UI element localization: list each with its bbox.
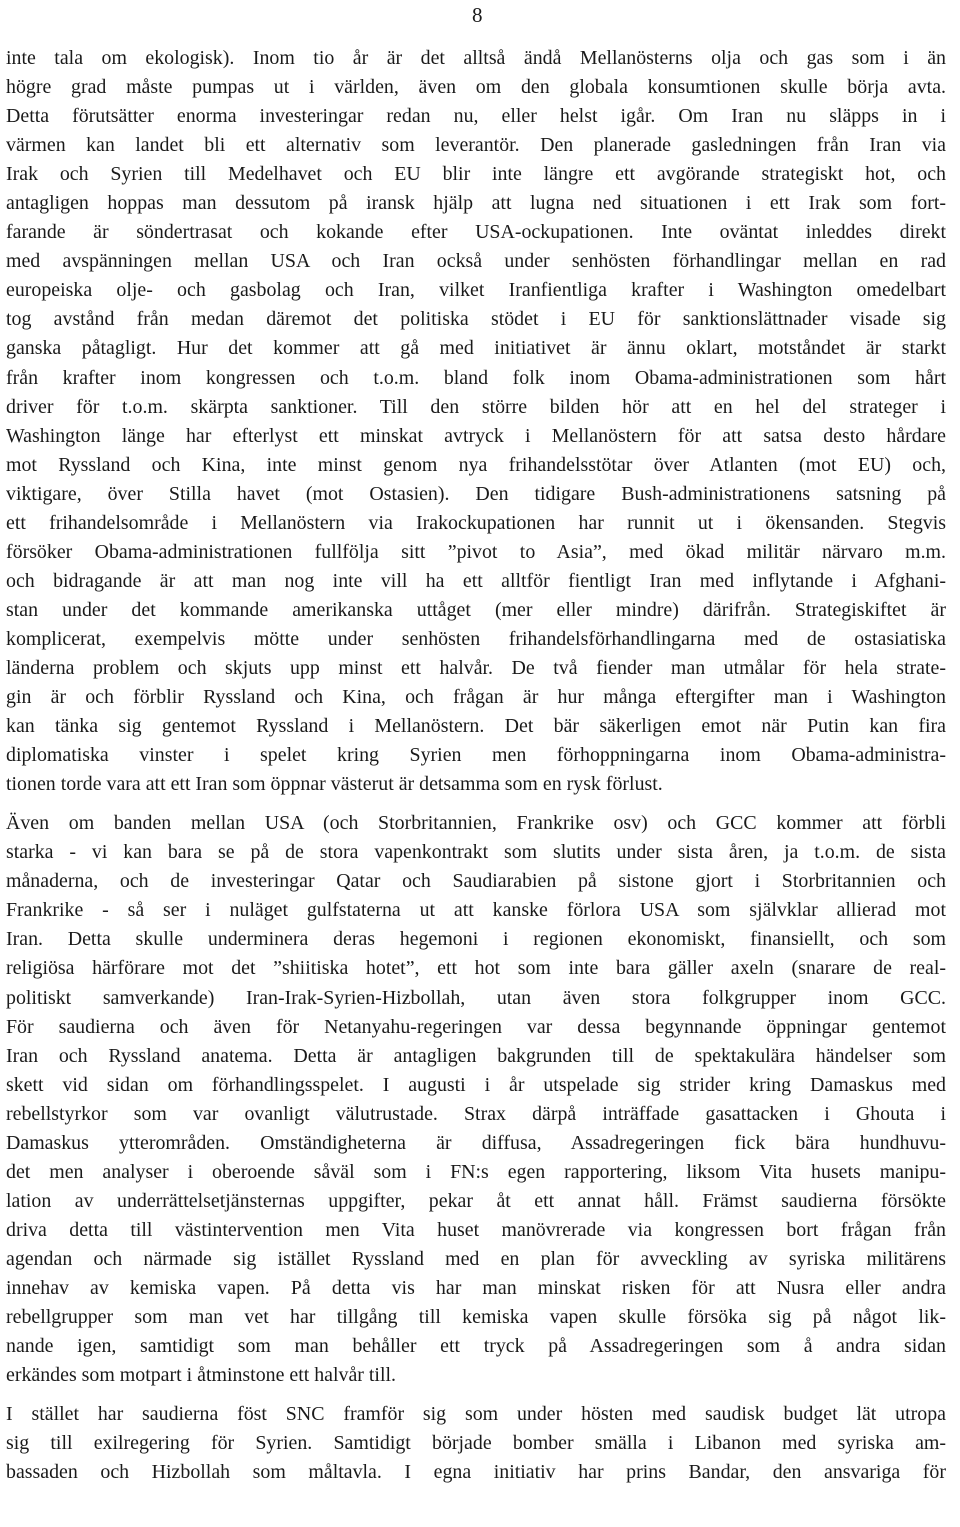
text-line: lation av underrättelsetjänsternas uppgifter, pekar åt ett annat håll. Främst saudierna försökte [6,1189,946,1212]
text-line: Irak och Syrien till Medelhavet och EU blir inte längre ett avgörande strategiskt hot, och [6,163,946,186]
text-line: europeiska olje- och gasbolag och Iran, vilket Iranfientliga krafter i Washington omedelbart [6,279,946,302]
text-line: skett vid sidan om förhandlingsspelet. I augusti i år utspelade sig strider kring Damaskus med [6,1073,946,1096]
text-line: Frankrike - så ser i nuläget gulfstaterna ut att kanske förlora USA som självklar allierad mot [6,899,946,922]
text-line: politiskt samverkande) Iran-Irak-Syrien-Hizbollah, utan även stora folkgrupper inom GCC. [6,986,946,1009]
text-line: högre grad måste pumpas ut i världen, även om den globala konsumtionen skulle börja avta. [6,76,946,99]
text-line: driver för t.o.m. skärpta sanktioner. Till den större bilden hör att en hel del strateger i [6,395,946,418]
text-line: sig till exilregering för Syrien. Samtidigt började bomber smälla i Libanon med syriska am- [6,1432,946,1455]
text-line: Detta förutsätter enorma investeringar redan nu, eller helst igår. Om Iran nu släpps in i [6,105,946,128]
text-line: I stället har saudierna föst SNC framför sig som under hösten med saudisk budget lät utropa [6,1403,946,1426]
text-line: Damaskus ytterområden. Omständigheterna är diffusa, Assadregeringen fick bära hundhuvu- [6,1131,946,1154]
text-line: Iran. Detta skulle underminera deras hegemoni i regionen ekonomiskt, finansiellt, och som [6,928,946,951]
text-line: nande igen, samtidigt som man behåller ett tryck på Assadregeringen som å andra sidan [6,1335,946,1358]
text-line: För saudierna och även för Netanyahu-regeringen var dessa begynnande öppningar gentemot [6,1015,946,1038]
text-line: agendan och närmade sig istället Ryssland med en plan för avveckling av syriska militärens [6,1247,946,1270]
text-line: mot Ryssland och Kina, inte minst genom nya frihandelsstötar över Atlanten (mot EU) och, [6,453,946,476]
text-line: erkändes som motpart i åtminstone ett halvår till. [6,1364,396,1387]
paragraph-2 [6,809,946,1390]
text-line: tog avstånd från medan däremot det politiska stödet i EU för sanktionslättnader visade sig [6,308,946,331]
text-line: antagligen hoppas man dessutom på iransk hjälp att lugna ned situationen i ett Irak som fort- [6,192,946,215]
text-line: och bidragande är att man nog inte vill ha ett alltför fientligt Iran med inflytande i Afghani- [6,569,946,592]
text-line: rebellgrupper som man vet har tillgång till kemiska vapen skulle försöka sig på något lik- [6,1306,946,1329]
text-line: gin är och förblir Ryssland och Kina, och frågan är hur många eftergifter man i Washington [6,686,946,709]
text-line: innehav av kemiska vapen. På detta vis har man minskat risken för att Nusra eller andra [6,1276,946,1299]
document-body [6,44,946,1487]
text-line: värmen kan landet bli ett alternativ som leverantör. Den planerade gasledningen från Iran via [6,134,946,157]
text-line: diplomatiska vinster i spelet kring Syrien men förhoppningarna inom Obama-administra- [6,744,946,767]
text-line: länderna problem och skjuts upp minst ett halvår. De två fiender man utmålar för hela strate- [6,656,946,679]
text-line: med avspänningen mellan USA och Iran också under senhösten förhandlingar mellan en rad [6,250,946,273]
text-line: tionen torde vara att ett Iran som öppnar västerut är detsamma som en rysk förlust. [6,773,663,796]
text-line: månaderna, och de investeringar Qatar och Saudiarabien på sistone gjort i Storbritannien och [6,870,946,893]
page-number: 8 [472,3,483,27]
text-line: religiösa härförare mot det ”shiitiska hotet”, ett hot som inte bara gäller axeln (snarare de real- [6,957,946,980]
text-line: driva detta till västintervention men Vita huset manövrerade via kongressen bort frågan från [6,1218,946,1241]
text-line: Washington länge har efterlyst ett minskat avtryck i Mellanöstern för att satsa desto hårdare [6,424,946,447]
text-line: farande är söndertrasat och kokande efter USA-ockupationen. Inte oväntat inleddes direkt [6,221,946,244]
text-line: Även om banden mellan USA (och Storbritannien, Frankrike osv) och GCC kommer att förbli [6,812,946,835]
text-line: komplicerat, exempelvis mötte under senhösten frihandelsförhandlingarna med de ostasiatiska [6,627,946,650]
text-line: rebellstyrkor som var ovanligt välutrustade. Strax därpå inträffade gasattacken i Ghouta i [6,1102,946,1125]
text-line: kan tänka sig gentemot Ryssland i Mellanöstern. Det bär säkerligen emot när Putin kan fira [6,715,946,738]
text-line: det men analyser i oberoende såväl som i FN:s egen rapportering, liksom Vita husets manipu- [6,1160,946,1183]
text-line: bassaden och Hizbollah som måltavla. I egna initiativ har prins Bandar, den ansvariga för [6,1461,946,1484]
text-line: inte tala om ekologisk). Inom tio år är det alltså ändå Mellanösterns olja och gas som i än [6,47,946,69]
text-line: Iran och Ryssland anatema. Detta är antagligen bakgrunden till de spektakulära händelser som [6,1044,946,1067]
text-line: från krafter inom kongressen och t.o.m. bland folk inom Obama-administrationen som hårt [6,366,946,389]
paragraph-3 [6,1400,946,1487]
paragraph-1 [6,44,946,799]
text-line: ganska påtagligt. Hur det kommer att gå med initiativet är ännu oklart, motståndet är starkt [6,337,946,360]
text-line: viktigare, över Stilla havet (mot Ostasien). Den tidigare Bush-administrationens satsning på [6,482,946,505]
text-line: stan under det kommande amerikanska uttåget (mer eller mindre) därifrån. Strategiskiftet är [6,598,946,621]
text-line: försöker Obama-administrationen fullfölja sitt ”pivot to Asia”, med ökad militär närvaro m.m. [6,540,946,563]
text-line: starka - vi kan bara se på de stora vapenkontrakt som slutits under sista åren, ja t.o.m. de sista [6,841,946,864]
text-line: ett frihandelsområde i Mellanöstern via Irakockupationen har runnit ut i ökensanden. Stegvis [6,511,946,534]
